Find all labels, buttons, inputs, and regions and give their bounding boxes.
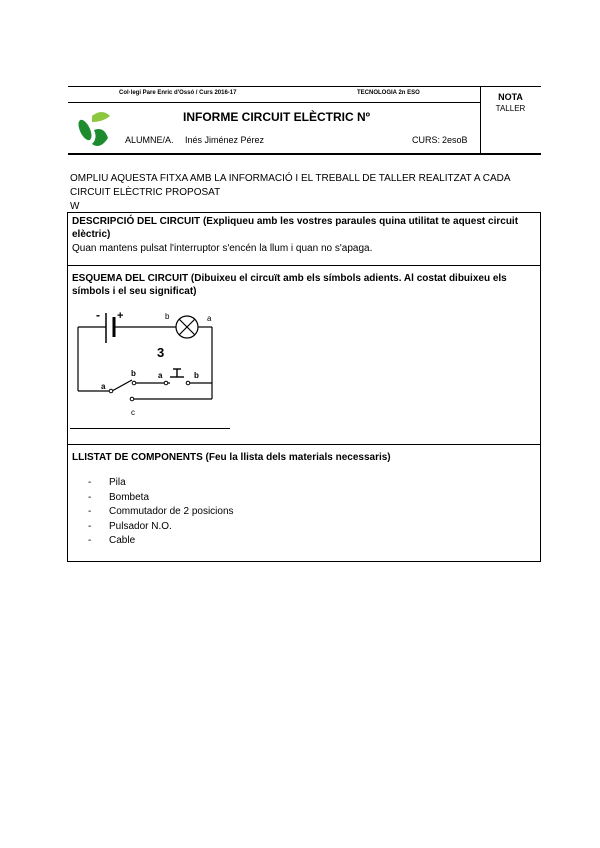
header-mid-line: [68, 102, 480, 103]
course-value: 2esoB: [442, 135, 468, 145]
subject-name: TECNOLOGIA 2n ESO: [357, 90, 420, 96]
school-name: Col·legi Pare Enric d'Ossó / Curs 2016-17: [119, 90, 237, 96]
description-instruction: (Expliqueu amb les vostres paraules quina utilitat te aquest circuit: [202, 216, 519, 227]
switch-label-a: a: [101, 382, 106, 391]
switch-label-b: b: [131, 369, 136, 378]
list-item: - Pila: [88, 477, 126, 488]
logo-shape-right: [92, 129, 108, 146]
lamp-label-b: b: [165, 312, 170, 321]
schema-instruction: (Dibuixeu el circuït amb els símbols adients. Al costat dibuixeu els: [190, 273, 507, 284]
list-item: - Cable: [88, 535, 136, 546]
switch-label-c: c: [131, 408, 135, 417]
intro-line-1: OMPLIU AQUESTA FITXA AMB LA INFORMACIÓ I EL TREBALL DE TALLER REALITZAT A CADA: [70, 173, 511, 184]
intro-line-2: CIRCUIT ELÈCTRIC PROPOSAT: [70, 187, 221, 198]
description-section: [67, 212, 541, 266]
grade-label-line2: TALLER: [495, 104, 526, 113]
schema-instruction-2: símbols i el seu significat): [72, 286, 197, 297]
description-instruction-2: elèctric): [72, 229, 111, 240]
description-answer[interactable]: Quan mantens pulsat l'interruptor s'encén la llum i quan no s'apaga.: [72, 243, 373, 254]
course-label: CURS:: [412, 135, 441, 145]
intro-text: [70, 172, 536, 214]
push-terminal-a: [164, 381, 168, 385]
circuit-diagram: [70, 303, 230, 428]
list-item: - Commutador de 2 posicions: [88, 506, 234, 517]
component-name: Commutador de 2 posicions: [109, 506, 234, 517]
push-label-b: b: [194, 371, 199, 380]
switch-terminal-c: [130, 397, 134, 401]
component-name: Cable: [109, 535, 136, 546]
components-heading: LLISTAT DE COMPONENTS: [72, 452, 203, 463]
switch-terminal-a: [109, 389, 113, 393]
component-name: Pila: [109, 477, 126, 488]
diagram-underline: [70, 428, 230, 429]
logo-shape-left: [78, 118, 94, 142]
battery-plus-label: +: [117, 310, 124, 322]
component-name: Pulsador N.O.: [109, 520, 172, 532]
battery-minus-label: -: [96, 308, 100, 322]
list-item: - Bombeta: [88, 491, 150, 503]
circuit-number: 3: [157, 345, 165, 360]
lamp-label-a: a: [207, 314, 212, 323]
intro-line-3: W: [70, 201, 80, 212]
switch-terminal-b: [132, 381, 136, 385]
schema-heading: ESQUEMA DEL CIRCUIT: [72, 273, 189, 284]
student-label: ALUMNE/A.: [125, 135, 174, 145]
list-item: - Pulsador N.O.: [88, 520, 172, 532]
push-label-a: a: [158, 371, 163, 380]
components-list: [88, 476, 234, 549]
student-name: Inés Jiménez Pérez: [185, 135, 265, 145]
grade-label: [480, 91, 541, 115]
page-title: INFORME CIRCUIT ELÈCTRIC Nº: [183, 110, 371, 124]
component-name: Bombeta: [109, 491, 150, 503]
grade-label-line1: NOTA: [498, 92, 523, 102]
circuit-wires: [78, 327, 212, 399]
logo-shape-top: [92, 112, 110, 122]
school-logo: [78, 110, 112, 150]
header-top-line: [68, 86, 541, 87]
push-terminal-b: [186, 381, 190, 385]
description-heading: DESCRIPCIÓ DEL CIRCUIT: [72, 216, 201, 227]
components-section: [67, 444, 541, 562]
components-instruction: (Feu la llista dels materials necessaris): [205, 452, 391, 463]
header-bottom-line: [68, 153, 541, 155]
